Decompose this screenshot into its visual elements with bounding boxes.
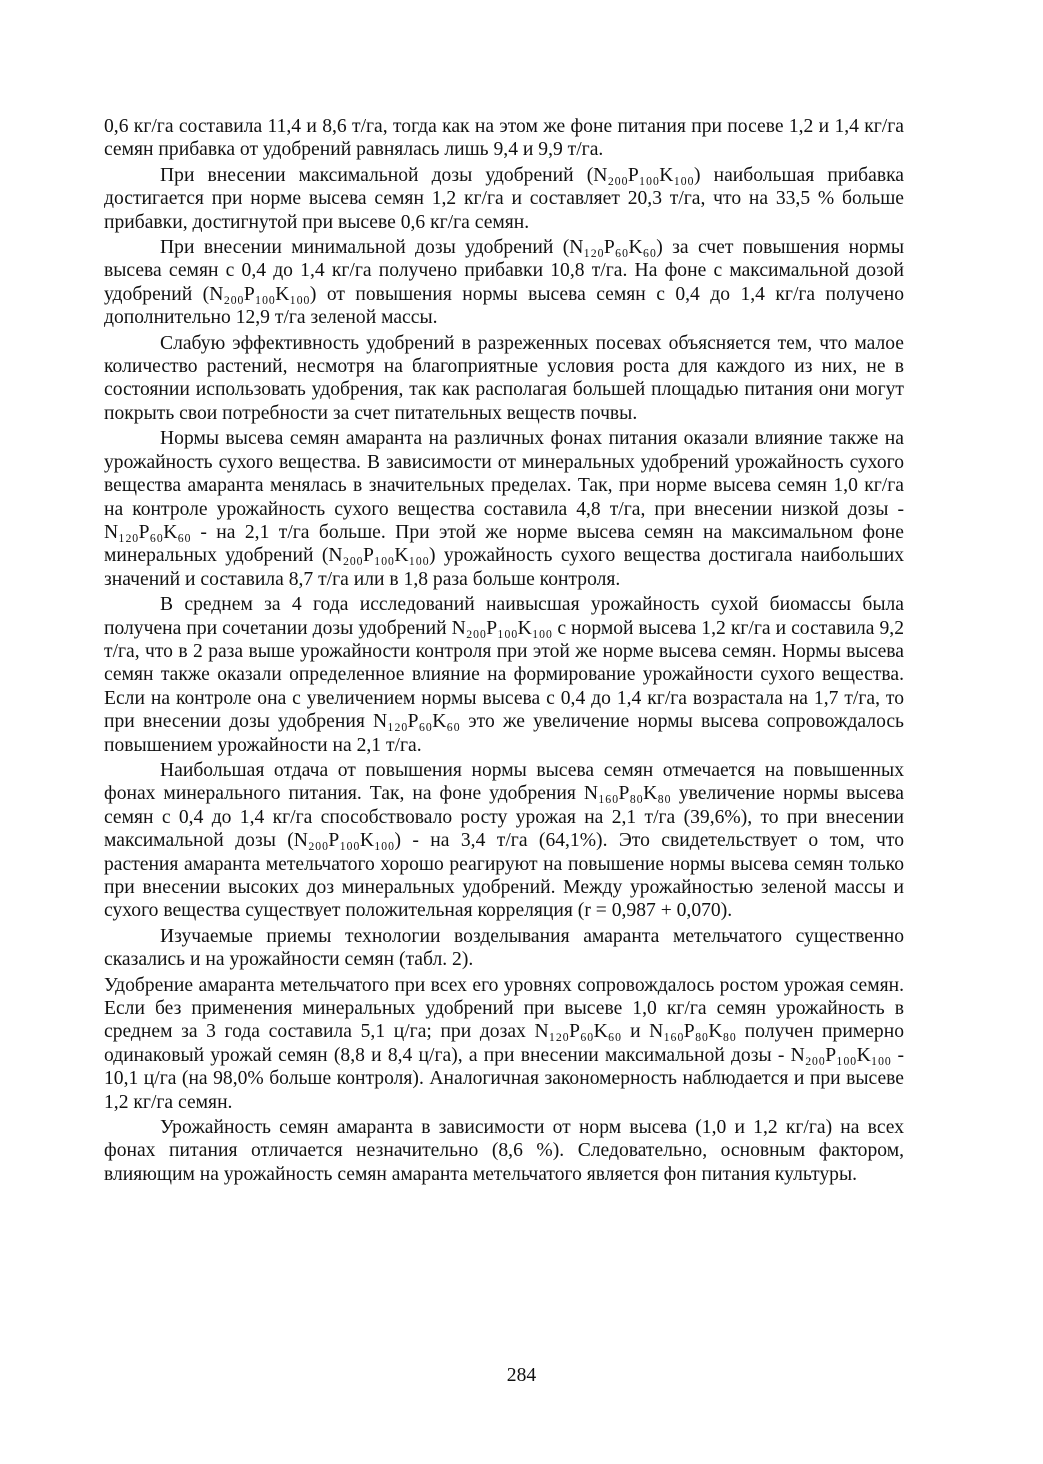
paragraph-1: 0,6 кг/га составила 11,4 и 8,6 т/га, тогда как на этом же фоне питания при посеве 1,2 и 1,4 кг/га семян прибавка от удобрений равнялась лишь 9,4 и 9,9 т/га. xyxy=(104,116,904,161)
page-number: 284 xyxy=(506,1365,537,1386)
paragraph-10: Урожайность семян амаранта в зависимости от норм высева (1,0 и 1,2 кг/га) на всех фонах питания отличается незначительно (8,6 %). Следовательно, основным фактором, влияющим на урожайность семян амаранта метельчатого является фон питания культуры. xyxy=(104,1117,904,1185)
paragraph-5: Нормы высева семян амаранта на различных фонах питания оказали влияние также на урожайность сухого вещества. В зависимости от минеральных удобрений урожайность сухого вещества амаранта менялась в значительных пределах. Так, при норме высева семян 1,0 кг/га на контроле урожайность сухого вещества составила 4,8 т/га, при внесении низкой дозы - N₁₂₀P₆₀K₆₀ - на 2,1 т/га больше. При этой же норме высева семян на максимальном фоне минеральных удобрений (N₂₀₀P₁₀₀K₁₀₀) урожайность сухого вещества достигала наибольших значений и составила 8,7 т/га или в 1,8 раза больше контроля. xyxy=(104,428,904,590)
paragraph-8: Изучаемые приемы технологии возделывания амаранта метельчатого существенно сказались и на урожайности семян (табл. 2). xyxy=(104,925,904,971)
paragraph-3: При внесении минимальной дозы удобрений (N₁₂₀P₆₀K₆₀) за счет повышения нормы высева семян с 0,4 до 1,4 кг/га получено прибавки 10,8 т/га. На фоне с максимальной дозой удобрений (N₂₀₀P₁₀₀K₁₀₀) от повышения нормы высева семян с 0,4 до 1,4 кг/га получено дополнительно 12,9 т/га зеленой массы. xyxy=(104,237,904,329)
paragraph-9: Удобрение амаранта метельчатого при всех его уровнях сопровождалось ростом урожая семян. Если без применения минеральных удобрений при высеве 1,0 кг/га семян урожайность в среднем за 3 года составила 5,1 ц/га; при дозах N₁₂₀P₆₀K₆₀ и N₁₆₀P₈₀K₈₀ получен примерно одинаковый урожай семян (8,8 и 8,4 ц/га), а при внесении максимальной дозы - N₂₀₀P₁₀₀K₁₀₀ - 10,1 ц/га (на 98,0% больше контроля). Аналогичная закономерность наблюдается и при высеве 1,2 кг/га семян. xyxy=(104,974,904,1113)
paragraph-2: При внесении максимальной дозы удобрений (N₂₀₀P₁₀₀K₁₀₀) наибольшая прибавка достигается при норме высева семян 1,2 кг/га и составляет 20,3 т/га, что на 33,5 % больше прибавки, достигнутой при высеве 0,6 кг/га семян. xyxy=(104,164,904,233)
page-body xyxy=(104,115,904,1186)
paragraph-6: В среднем за 4 года исследований наивысшая урожайность сухой биомассы была получена при сочетании дозы удобрений N₂₀₀P₁₀₀K₁₀₀ с нормой высева 1,2 кг/га и составила 9,2 т/га, что в 2 раза выше урожайности контроля при этой же норме высева семян. Нормы высева семян также оказали определенное влияние на формирование урожайности сухого вещества. Если на контроле она с увеличением нормы высева с 0,4 до 1,4 кг/га возрастала на 1,7 т/га, то при внесении дозы удобрения N₁₂₀P₆₀K₆₀ это же увеличение нормы высева сопровождалось повышением урожайности на 2,1 т/га. xyxy=(104,594,904,756)
paragraph-7: Наибольшая отдача от повышения нормы высева семян отмечается на повышенных фонах минерального питания. Так, на фоне удобрения N₁₆₀P₈₀K₈₀ увеличение нормы высева семян с 0,4 до 1,4 кг/га способствовало росту урожая на 2,1 т/га (39,6%), то при внесении максимальной дозы (N₂₀₀P₁₀₀K₁₀₀) - на 3,4 т/га (64,1%). Это свидетельствует о том, что растения амаранта метельчатого хорошо реагируют на повышение нормы высева семян только при внесении высоких доз минеральных удобрений. Между урожайностью зеленой массы и сухого вещества существует положительная корреляция (r = 0,987 + 0,070). xyxy=(104,759,904,922)
paragraph-4: Слабую эффективность удобрений в разреженных посевах объясняется тем, что малое количество растений, несмотря на благоприятные условия роста для каждого из них, не в состоянии использовать удобрения, так как располагая большей площадью питания они могут покрыть свои потребности за счет питательных веществ почвы. xyxy=(104,332,904,424)
